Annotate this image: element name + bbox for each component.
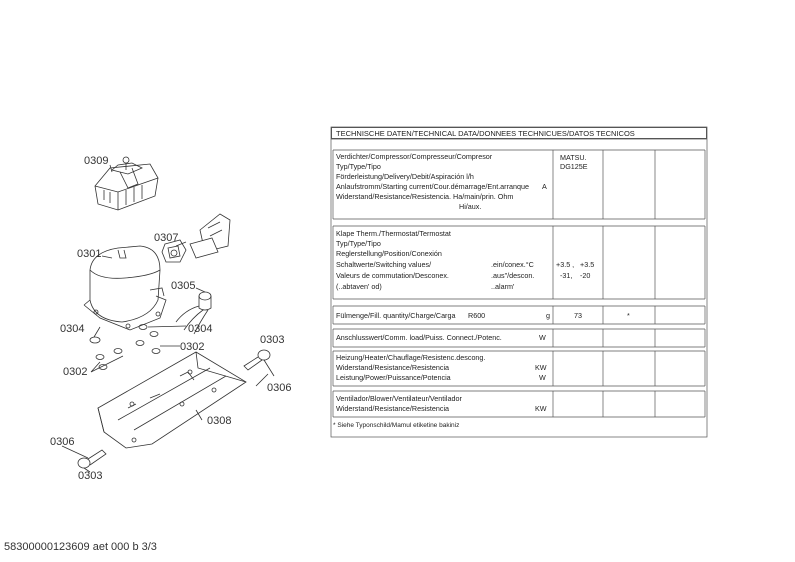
callout-0302-right: 0302 — [180, 341, 205, 353]
callout-0303-right: 0303 — [260, 334, 285, 346]
heating-unit: KW — [535, 363, 547, 372]
filling-value: 73 — [574, 311, 582, 320]
document-number: 58300000123609 aet 000 b 3/3 — [4, 541, 157, 553]
screw-left-part — [62, 446, 106, 472]
grommet-parts — [90, 325, 186, 373]
thermostat-line: Typ/Type/Tipo — [336, 239, 381, 248]
connection-unit: W — [539, 333, 546, 342]
base-plate-part — [98, 352, 246, 448]
thermostat-value: +3.5 , — [556, 260, 575, 269]
compressor-value: DG125E — [560, 162, 588, 171]
compressor-line: Typ/Type/Tipo — [336, 162, 381, 171]
heating-line: Heizung/Heater/Chauflage/Resistenc.descong. — [336, 353, 486, 362]
fan-line: Widerstand/Resistance/Resistencia — [336, 404, 450, 413]
compressor-line: Verdichter/Compressor/Compresseur/Compresor — [336, 152, 493, 161]
compressor-value: MATSU. — [560, 153, 587, 162]
footnote: * Siehe Typonschild/Mamul etiketine bakiniz — [333, 422, 460, 429]
screw-right-part — [244, 350, 274, 376]
callout-0303-left: 0303 — [78, 470, 103, 482]
thermostat-line: Schaltwerte/Switching values/ — [336, 260, 432, 269]
compressor-line: Anlaufstromm/Starting current/Cour.démarrage/Ent.arranque — [336, 182, 529, 191]
filling-unit: g — [546, 311, 550, 320]
thermostat-value: -20 — [580, 271, 591, 280]
callout-0307: 0307 — [154, 232, 179, 244]
compressor-line: Widerstand/Resistance/Resistencia. Ha/main/prin. Ohm — [336, 192, 514, 201]
thermostat-sub: ..alarm' — [491, 282, 515, 291]
compressor-unit-a: A — [542, 182, 547, 191]
filling-gas: R600 — [468, 311, 486, 320]
callout-0304-left: 0304 — [60, 323, 85, 335]
thermostat-value: +3.5 — [580, 260, 595, 269]
callout-0302-left: 0302 — [63, 366, 88, 378]
heating-line: Widerstand/Resistance/Resistencia — [336, 363, 450, 372]
heating-unit: W — [539, 373, 546, 382]
callout-0306-left: 0306 — [50, 436, 75, 448]
fan-line: Ventilador/Blower/Ventilateur/Ventilador — [336, 394, 462, 403]
connection-label: Anschlusswert/Comm. load/Puiss. Connect./Potenc. — [336, 333, 502, 342]
table-title: TECHNISCHE DATEN/TECHNICAL DATA/DONNEES TECHNICUES/DATOS TECNICOS — [331, 127, 707, 139]
callout-0308: 0308 — [207, 415, 232, 427]
thermostat-sub: .ein/conex.°C — [491, 260, 534, 269]
filling-label: Fülmenge/Fill. quantity/Charge/Carga — [336, 311, 456, 320]
filling-star: * — [627, 311, 630, 320]
thermostat-sub: .aus"/descon. — [491, 271, 535, 280]
fan-unit: KW — [535, 404, 547, 413]
callout-0306-right: 0306 — [267, 382, 292, 394]
callout-0301: 0301 — [77, 248, 102, 260]
bracket-part — [190, 214, 230, 258]
callout-0304-right: 0304 — [188, 323, 213, 335]
callout-0305: 0305 — [171, 280, 196, 292]
compressor-line: Förderleistung/Delivery/Debit/Aspiración l/h — [336, 172, 474, 181]
thermostat-line: Valeurs de commutation/Desconex. — [336, 271, 449, 280]
compressor-hilaux: Hi/aux. — [459, 202, 482, 211]
callout-0309: 0309 — [84, 155, 109, 167]
thermostat-line: Klape Therm./Thermostat/Termostat — [336, 229, 451, 238]
thermostat-value: -31, — [560, 271, 573, 280]
heating-line: Leistung/Power/Puissance/Potencia — [336, 373, 451, 382]
thermostat-line: (..abtaven' od) — [336, 282, 382, 291]
thermostat-line: Reglerstellung/Position/Conexión — [336, 249, 442, 258]
